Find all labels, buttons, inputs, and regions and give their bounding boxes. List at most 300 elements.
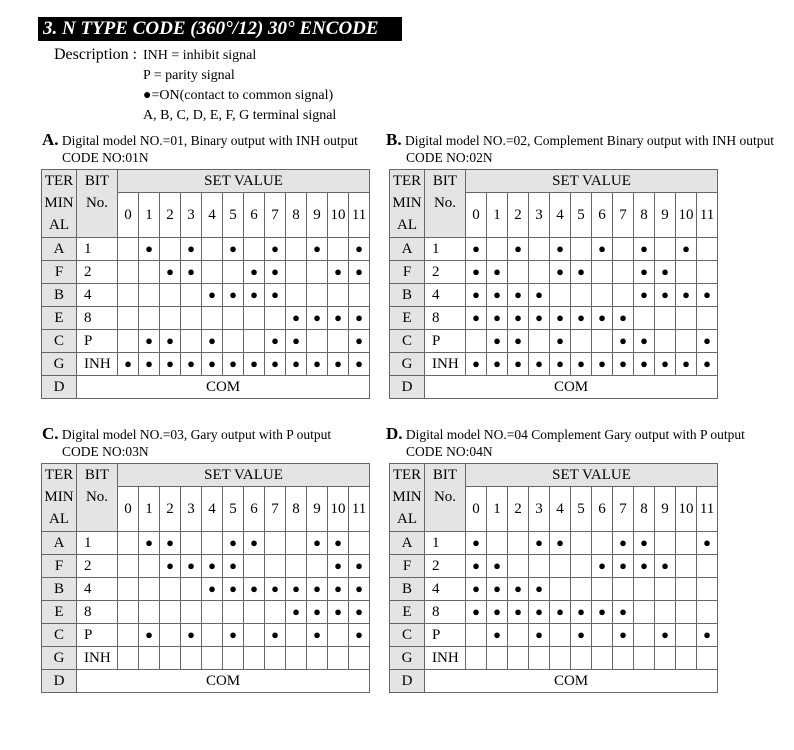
encoding-table-c	[41, 463, 370, 693]
value-cell	[265, 261, 286, 284]
section-letter: A.	[42, 130, 59, 149]
value-cell	[139, 261, 160, 284]
value-cell	[286, 555, 307, 578]
value-cell	[466, 578, 487, 601]
on-dot-icon: ●	[535, 286, 543, 302]
on-dot-icon: ●	[208, 332, 216, 348]
on-dot-icon: ●	[514, 580, 522, 596]
value-cell	[160, 532, 181, 555]
on-dot-icon: ●	[166, 332, 174, 348]
on-dot-icon: ●	[640, 263, 648, 279]
value-cell	[223, 532, 244, 555]
value-cell	[328, 555, 349, 578]
bit-label: 4	[77, 578, 118, 601]
on-dot-icon: ●	[334, 309, 342, 325]
on-dot-icon: ●	[166, 534, 174, 550]
value-cell	[223, 578, 244, 601]
on-dot-icon: ●	[250, 534, 258, 550]
terminal-label: F	[42, 261, 77, 284]
value-cell	[508, 307, 529, 330]
terminal-label: D	[390, 670, 425, 693]
value-cell	[487, 624, 508, 647]
set-value-header: SET VALUE	[118, 170, 370, 193]
value-cell	[697, 578, 718, 601]
on-dot-icon: ●	[145, 332, 153, 348]
value-cell	[160, 624, 181, 647]
value-cell	[160, 555, 181, 578]
on-dot-icon: ●	[703, 286, 711, 302]
on-dot-icon: ●	[250, 355, 258, 371]
bit-label: INH	[425, 353, 466, 376]
section-title: Digital model NO.=02, Complement Binary output with INH output	[404, 133, 775, 148]
column-number: 9	[307, 193, 328, 238]
value-cell	[118, 307, 139, 330]
value-cell	[466, 624, 487, 647]
value-cell	[160, 647, 181, 670]
terminal-label: C	[390, 330, 425, 353]
section-code: CODE NO:03N	[62, 444, 149, 459]
value-cell	[139, 555, 160, 578]
value-cell	[529, 601, 550, 624]
terminal-label: A	[42, 238, 77, 261]
value-cell	[181, 353, 202, 376]
value-cell	[676, 532, 697, 555]
bit-label: 8	[77, 601, 118, 624]
terminal-label: A	[390, 532, 425, 555]
on-dot-icon: ●	[556, 309, 564, 325]
column-number: 10	[328, 193, 349, 238]
value-cell	[244, 284, 265, 307]
signal-row	[42, 624, 370, 647]
signal-row	[390, 238, 718, 261]
bit-label: 2	[425, 555, 466, 578]
value-cell	[202, 624, 223, 647]
column-number: 3	[529, 487, 550, 532]
on-dot-icon: ●	[493, 580, 501, 596]
on-dot-icon: ●	[229, 580, 237, 596]
bit-label: 2	[77, 555, 118, 578]
encoding-table-a	[41, 169, 370, 399]
bit-label: INH	[425, 647, 466, 670]
on-dot-icon: ●	[472, 240, 480, 256]
on-dot-icon: ●	[640, 557, 648, 573]
signal-row	[42, 555, 370, 578]
on-dot-icon: ●	[145, 626, 153, 642]
value-cell	[286, 601, 307, 624]
on-dot-icon: ●	[187, 263, 195, 279]
value-cell	[160, 261, 181, 284]
value-cell	[139, 238, 160, 261]
column-number: 4	[202, 193, 223, 238]
value-cell	[349, 238, 370, 261]
value-cell	[118, 330, 139, 353]
value-cell	[655, 647, 676, 670]
signal-row	[390, 601, 718, 624]
value-cell	[265, 238, 286, 261]
value-cell	[328, 330, 349, 353]
value-cell	[286, 624, 307, 647]
value-cell	[244, 307, 265, 330]
value-cell	[202, 330, 223, 353]
terminal-header-text: MIN	[392, 195, 422, 211]
value-cell	[655, 578, 676, 601]
signal-row	[42, 238, 370, 261]
on-dot-icon: ●	[556, 355, 564, 371]
value-cell	[466, 238, 487, 261]
value-cell	[118, 601, 139, 624]
value-cell	[613, 601, 634, 624]
com-label: COM	[425, 376, 718, 399]
on-dot-icon: ●	[472, 603, 480, 619]
value-cell	[118, 624, 139, 647]
value-cell	[634, 624, 655, 647]
on-dot-icon: ●	[271, 332, 279, 348]
on-dot-icon: ●	[334, 603, 342, 619]
section-d-caption	[386, 424, 745, 460]
common-row	[42, 670, 370, 693]
on-dot-icon: ●	[703, 534, 711, 550]
value-cell	[550, 307, 571, 330]
column-number: 11	[697, 487, 718, 532]
common-row	[390, 670, 718, 693]
value-cell	[265, 330, 286, 353]
value-cell	[139, 532, 160, 555]
on-dot-icon: ●	[271, 263, 279, 279]
value-cell	[676, 284, 697, 307]
on-dot-icon: ●	[355, 557, 363, 573]
terminal-header-text: AL	[49, 511, 69, 527]
on-dot-icon: ●	[250, 286, 258, 302]
value-cell	[613, 261, 634, 284]
signal-row	[42, 284, 370, 307]
value-cell	[655, 238, 676, 261]
on-dot-icon: ●	[334, 534, 342, 550]
value-cell	[181, 307, 202, 330]
on-dot-icon: ●	[577, 263, 585, 279]
value-cell	[550, 284, 571, 307]
value-cell	[181, 261, 202, 284]
value-cell	[571, 261, 592, 284]
value-cell	[655, 555, 676, 578]
on-dot-icon: ●	[535, 309, 543, 325]
encoding-table-d	[389, 463, 718, 693]
column-number: 3	[529, 193, 550, 238]
section-title: Digital model NO.=04 Complement Gary output with P output	[405, 427, 745, 442]
on-dot-icon: ●	[355, 263, 363, 279]
on-dot-icon: ●	[229, 240, 237, 256]
on-dot-icon: ●	[556, 534, 564, 550]
value-cell	[655, 624, 676, 647]
section-heading: 3. N TYPE CODE (360°/12) 30° ENCODE	[38, 17, 402, 41]
value-cell	[349, 261, 370, 284]
value-cell	[244, 238, 265, 261]
value-cell	[223, 284, 244, 307]
on-dot-icon: ●	[661, 286, 669, 302]
on-dot-icon: ●	[166, 263, 174, 279]
value-cell	[328, 284, 349, 307]
value-cell	[466, 601, 487, 624]
column-number: 2	[508, 193, 529, 238]
value-cell	[265, 532, 286, 555]
signal-row	[390, 307, 718, 330]
value-cell	[202, 555, 223, 578]
terminal-label: D	[42, 670, 77, 693]
value-cell	[529, 532, 550, 555]
set-value-header: SET VALUE	[466, 464, 718, 487]
value-cell	[508, 238, 529, 261]
value-cell	[697, 307, 718, 330]
terminal-label: C	[42, 624, 77, 647]
on-dot-icon: ●	[493, 603, 501, 619]
value-cell	[529, 353, 550, 376]
signal-row	[390, 647, 718, 670]
terminal-label: E	[42, 307, 77, 330]
bit-label: 1	[425, 532, 466, 555]
value-cell	[202, 353, 223, 376]
section-b-caption	[386, 130, 774, 166]
value-cell	[550, 330, 571, 353]
column-number: 8	[286, 487, 307, 532]
value-cell	[118, 578, 139, 601]
value-cell	[223, 261, 244, 284]
value-cell	[286, 647, 307, 670]
value-cell	[592, 624, 613, 647]
description-line: A, B, C, D, E, F, G terminal signal	[143, 108, 337, 123]
value-cell	[655, 284, 676, 307]
value-cell	[571, 624, 592, 647]
on-dot-icon: ●	[640, 332, 648, 348]
set-value-header: SET VALUE	[118, 464, 370, 487]
value-cell	[466, 353, 487, 376]
column-number: 3	[181, 487, 202, 532]
value-cell	[466, 555, 487, 578]
header-row	[42, 170, 370, 193]
value-cell	[592, 578, 613, 601]
value-cell	[223, 238, 244, 261]
column-number: 9	[307, 487, 328, 532]
value-cell	[160, 284, 181, 307]
value-cell	[181, 578, 202, 601]
on-dot-icon: ●	[355, 355, 363, 371]
section-letter: C.	[42, 424, 59, 443]
value-cell	[244, 601, 265, 624]
on-dot-icon: ●	[598, 603, 606, 619]
on-dot-icon: ●	[229, 534, 237, 550]
bit-header	[425, 464, 466, 532]
value-cell	[160, 238, 181, 261]
terminal-header-text: MIN	[392, 489, 422, 505]
value-cell	[613, 307, 634, 330]
value-cell	[655, 261, 676, 284]
on-dot-icon: ●	[577, 603, 585, 619]
value-cell	[265, 624, 286, 647]
terminal-label: C	[42, 330, 77, 353]
on-dot-icon: ●	[250, 263, 258, 279]
value-cell	[244, 330, 265, 353]
column-number: 4	[550, 487, 571, 532]
value-cell	[655, 601, 676, 624]
value-cell	[160, 578, 181, 601]
value-cell	[118, 238, 139, 261]
on-dot-icon: ●	[493, 286, 501, 302]
value-cell	[634, 330, 655, 353]
terminal-header	[42, 170, 77, 238]
value-cell	[202, 532, 223, 555]
value-cell	[118, 647, 139, 670]
on-dot-icon: ●	[514, 332, 522, 348]
value-cell	[697, 330, 718, 353]
terminal-header	[390, 464, 425, 532]
on-dot-icon: ●	[187, 626, 195, 642]
on-dot-icon: ●	[271, 286, 279, 302]
terminal-header-text: TER	[392, 173, 422, 189]
value-cell	[181, 601, 202, 624]
value-cell	[571, 238, 592, 261]
on-dot-icon: ●	[640, 286, 648, 302]
on-dot-icon: ●	[493, 557, 501, 573]
value-cell	[181, 238, 202, 261]
value-cell	[550, 647, 571, 670]
terminal-label: G	[42, 353, 77, 376]
column-number: 7	[265, 193, 286, 238]
on-dot-icon: ●	[619, 309, 627, 325]
value-cell	[466, 532, 487, 555]
bit-label: 2	[425, 261, 466, 284]
value-cell	[286, 307, 307, 330]
value-cell	[592, 601, 613, 624]
terminal-label: C	[390, 624, 425, 647]
value-cell	[160, 307, 181, 330]
value-cell	[244, 624, 265, 647]
value-cell	[655, 353, 676, 376]
column-number: 0	[466, 487, 487, 532]
value-cell	[160, 353, 181, 376]
bit-header	[77, 170, 118, 238]
value-cell	[349, 647, 370, 670]
value-cell	[508, 624, 529, 647]
value-cell	[529, 624, 550, 647]
value-cell	[223, 647, 244, 670]
column-number: 5	[571, 487, 592, 532]
value-cell	[160, 601, 181, 624]
on-dot-icon: ●	[229, 557, 237, 573]
value-cell	[265, 284, 286, 307]
value-cell	[634, 307, 655, 330]
bit-header-text: No.	[85, 489, 109, 505]
value-cell	[160, 330, 181, 353]
on-dot-icon: ●	[535, 603, 543, 619]
value-cell	[487, 647, 508, 670]
on-dot-icon: ●	[472, 263, 480, 279]
on-dot-icon: ●	[292, 603, 300, 619]
value-cell	[349, 307, 370, 330]
on-dot-icon: ●	[535, 355, 543, 371]
column-number: 4	[202, 487, 223, 532]
on-dot-icon: ●	[577, 626, 585, 642]
column-number: 0	[466, 193, 487, 238]
on-dot-icon: ●	[208, 355, 216, 371]
on-dot-icon: ●	[661, 263, 669, 279]
terminal-label: G	[42, 647, 77, 670]
on-dot-icon: ●	[619, 557, 627, 573]
value-cell	[676, 555, 697, 578]
value-cell	[550, 532, 571, 555]
signal-row	[42, 261, 370, 284]
value-cell	[508, 261, 529, 284]
value-cell	[307, 238, 328, 261]
section-title: Digital model NO.=03, Gary output with P output	[61, 427, 332, 442]
value-cell	[307, 555, 328, 578]
value-cell	[550, 555, 571, 578]
column-number: 4	[550, 193, 571, 238]
on-dot-icon: ●	[187, 355, 195, 371]
description-label: Description :	[54, 46, 138, 63]
value-cell	[139, 353, 160, 376]
terminal-label: G	[390, 353, 425, 376]
terminal-label: A	[390, 238, 425, 261]
value-cell	[613, 624, 634, 647]
value-cell	[487, 238, 508, 261]
signal-row	[390, 532, 718, 555]
value-cell	[139, 578, 160, 601]
section-code: CODE NO:01N	[62, 150, 149, 165]
terminal-label: F	[390, 555, 425, 578]
section-code: CODE NO:02N	[406, 150, 493, 165]
value-cell	[529, 330, 550, 353]
on-dot-icon: ●	[472, 355, 480, 371]
value-cell	[349, 353, 370, 376]
on-dot-icon: ●	[229, 286, 237, 302]
value-cell	[244, 261, 265, 284]
signal-row	[42, 647, 370, 670]
column-number: 5	[223, 487, 244, 532]
terminal-header-text: MIN	[44, 195, 74, 211]
on-dot-icon: ●	[514, 355, 522, 371]
section-code: CODE NO:04N	[406, 444, 493, 459]
on-dot-icon: ●	[556, 263, 564, 279]
value-cell	[529, 238, 550, 261]
on-dot-icon: ●	[271, 580, 279, 596]
value-cell	[487, 330, 508, 353]
bit-label: P	[425, 624, 466, 647]
bit-label: INH	[77, 353, 118, 376]
column-number: 7	[613, 193, 634, 238]
column-number: 1	[487, 193, 508, 238]
column-number: 2	[508, 487, 529, 532]
value-cell	[487, 307, 508, 330]
bit-label: 1	[77, 238, 118, 261]
value-cell	[265, 578, 286, 601]
value-cell	[676, 238, 697, 261]
on-dot-icon: ●	[493, 626, 501, 642]
column-number: 10	[676, 487, 697, 532]
on-dot-icon: ●	[535, 626, 543, 642]
value-cell	[634, 353, 655, 376]
signal-row	[42, 330, 370, 353]
on-dot-icon: ●	[124, 355, 132, 371]
value-cell	[307, 307, 328, 330]
value-cell	[550, 578, 571, 601]
on-dot-icon: ●	[355, 332, 363, 348]
value-cell	[592, 238, 613, 261]
bit-label: INH	[77, 647, 118, 670]
signal-row	[390, 353, 718, 376]
value-cell	[508, 555, 529, 578]
value-cell	[487, 353, 508, 376]
bit-label: P	[77, 624, 118, 647]
value-cell	[676, 624, 697, 647]
on-dot-icon: ●	[166, 557, 174, 573]
